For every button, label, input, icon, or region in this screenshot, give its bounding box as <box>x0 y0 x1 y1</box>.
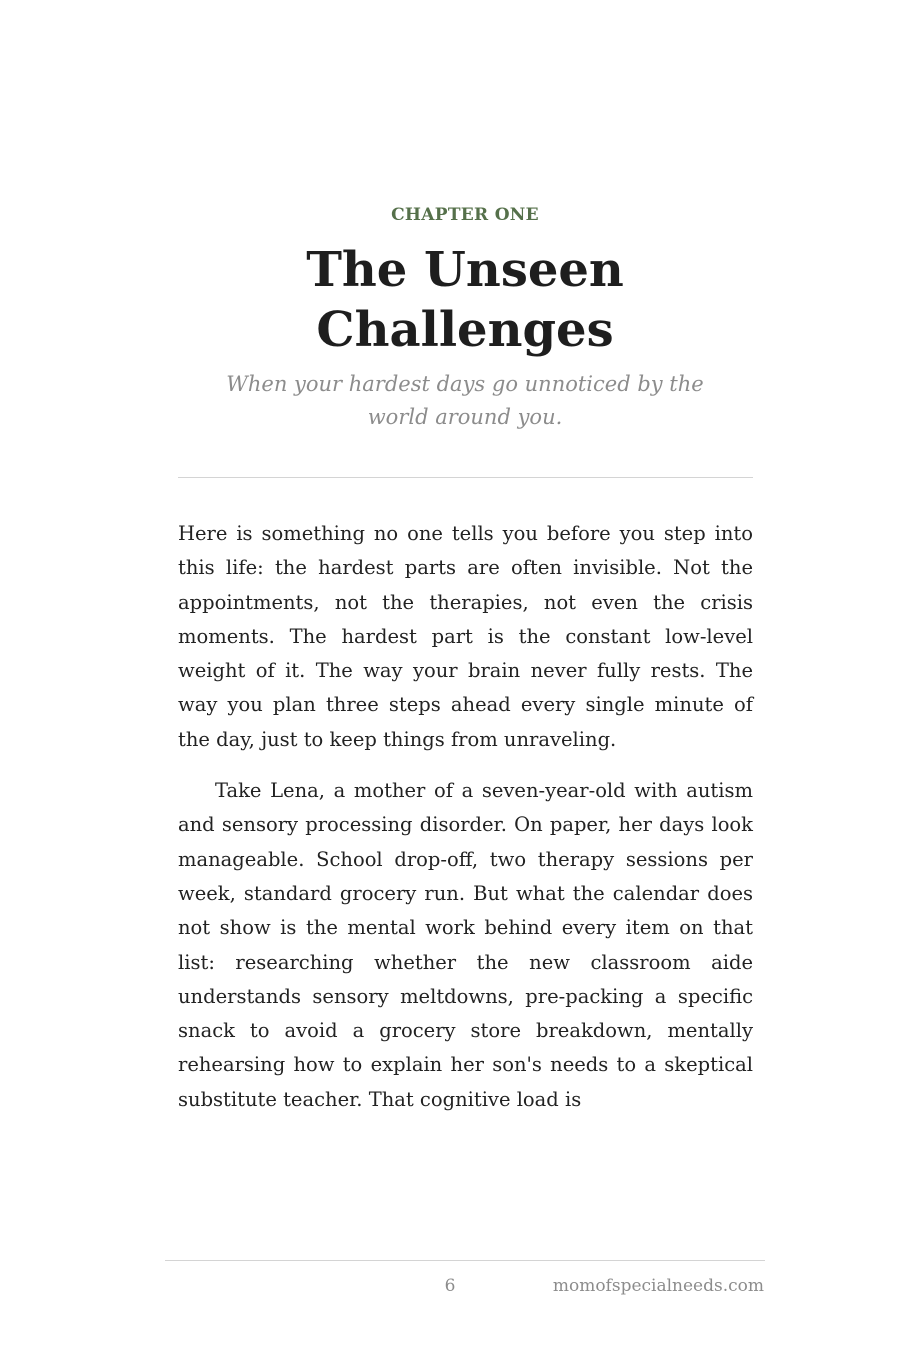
chapter-title-line-2: Challenges <box>316 302 614 358</box>
chapter-subtitle-line-1: When your hardest days go unnoticed by the <box>226 372 704 396</box>
site-url: momofspecialneeds.com <box>552 1276 764 1296</box>
body-paragraph-2: Take Lena, a mother of a seven-year-old with autism and sensory processing disorder. On paper, her days look manageable. School drop-off, two therapy sessions per week, standard grocery run. But what the calendar does not show is the mental work behind every item on that list: researching whether the new classroom aide understands sensory meltdowns, pre-packing a specific snack to avoid a grocery store breakdown, mentally rehearsing how to explain her son's needs to a skeptical substitute teacher. That cognitive load is <box>178 779 753 1111</box>
chapter-title-line-1: The Unseen <box>306 242 624 298</box>
page-number: 6 <box>444 1276 456 1296</box>
footer-divider <box>165 1260 765 1261</box>
body-text <box>178 517 753 1134</box>
body-paragraph-1: Here is something no one tells you before you step into this life: the hardest parts are often invisible. Not the appointments, not the therapies, not even the crisis moments. The hardest part is the constant low-level weight of it. The way your brain never fully rests. The way you plan three steps ahead every single minute of the day, just to keep things from unraveling. <box>178 522 753 751</box>
chapter-subtitle <box>190 368 740 434</box>
chapter-title <box>0 240 900 360</box>
chapter-label: CHAPTER ONE <box>391 205 539 225</box>
chapter-subtitle-line-2: world around you. <box>367 405 563 429</box>
chapter-divider <box>178 477 753 478</box>
